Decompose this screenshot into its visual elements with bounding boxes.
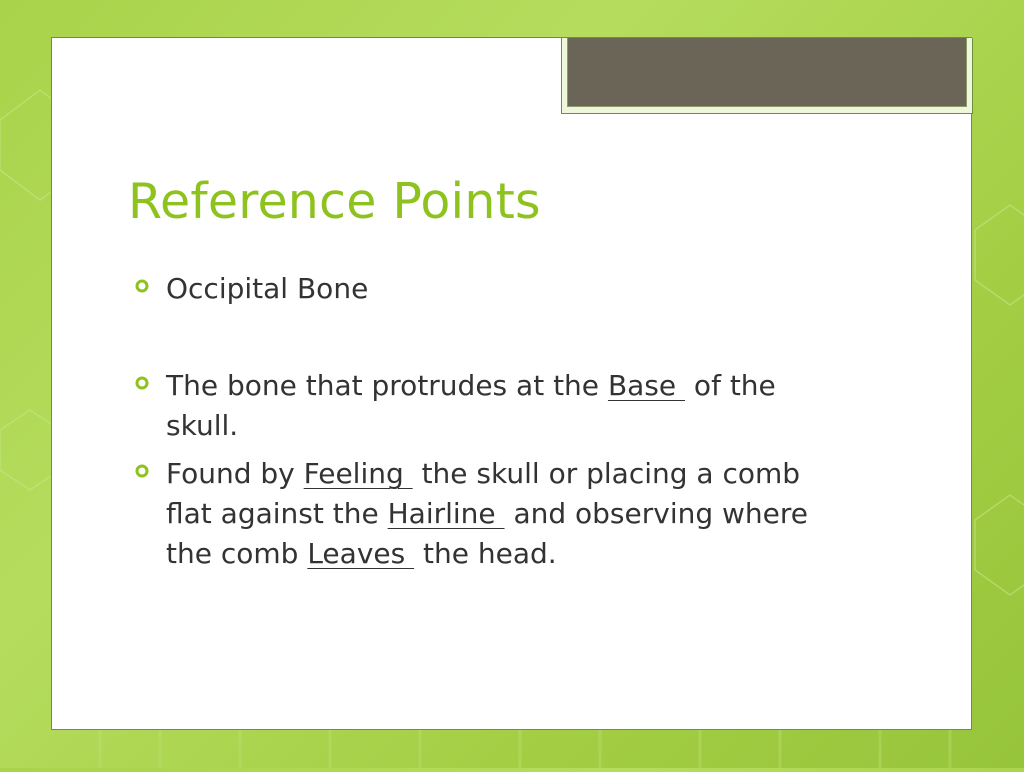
header-accent-bar: [561, 38, 973, 114]
fill-in-blank-answer: Feeling: [303, 457, 413, 490]
circle-bullet-icon: [135, 279, 149, 293]
bullet-item: [135, 269, 825, 309]
bullet-text: the head.: [414, 537, 557, 570]
bullet-item: [135, 366, 825, 446]
fill-in-blank-answer: Base: [607, 369, 686, 402]
fill-in-blank-answer: Hairline: [387, 497, 505, 530]
slide-title: Reference Points: [128, 173, 541, 230]
header-accent-bar-fill: [567, 38, 967, 107]
bullet-list: [135, 269, 825, 574]
fill-in-blank-answer: Leaves: [307, 537, 415, 570]
bullet-text: of the skull.: [166, 369, 776, 442]
bullet-text: the skull or placing a comb flat against the: [166, 457, 801, 530]
bullet-item: [135, 454, 825, 574]
circle-bullet-icon: [135, 464, 149, 478]
bullet-text: The bone that protrudes at the: [166, 369, 608, 402]
bullet-text: Found by: [166, 457, 304, 490]
bullet-text: Occipital Bone: [166, 272, 369, 305]
bullet-text: and observing where the comb: [166, 497, 809, 570]
circle-bullet-icon: [135, 376, 149, 390]
